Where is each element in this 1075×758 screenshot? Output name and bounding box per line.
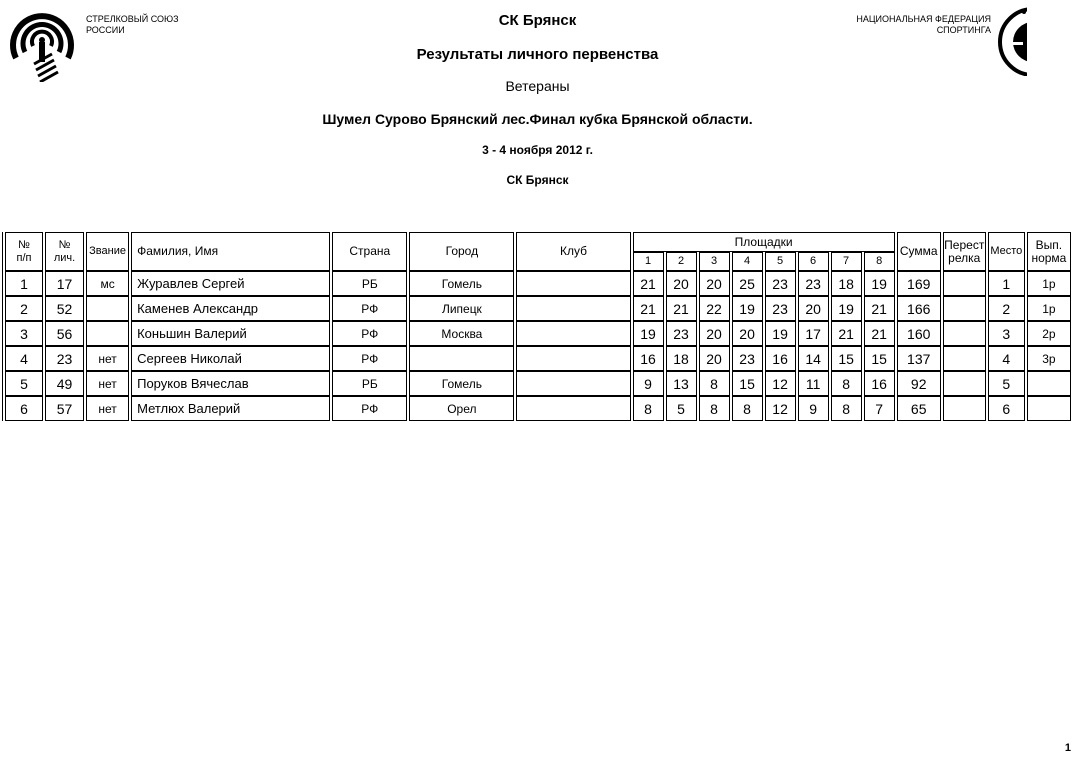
col-stand: 8 <box>864 252 895 271</box>
cell-country: РФ <box>332 396 407 421</box>
cell-shootoff <box>943 396 986 421</box>
cell-stand-score: 15 <box>831 346 862 371</box>
cell-stand-score: 21 <box>633 296 664 321</box>
cell-shootoff <box>943 371 986 396</box>
cell-sum: 169 <box>897 271 941 296</box>
cell-shootoff <box>943 321 986 346</box>
cell-place: 5 <box>988 371 1025 396</box>
cell-stand-score: 23 <box>765 271 796 296</box>
cell-sum: 137 <box>897 346 941 371</box>
cell-stand-score: 21 <box>666 296 697 321</box>
cell-country: РФ <box>332 296 407 321</box>
col-stand: 2 <box>666 252 697 271</box>
cell-name: Каменев Александр <box>131 296 330 321</box>
cell-stand-score: 8 <box>633 396 664 421</box>
venue: СК Брянск <box>506 173 569 187</box>
cell-stand-score: 16 <box>864 371 895 396</box>
cell-city: Гомель <box>409 371 514 396</box>
cell-stand-score: 20 <box>699 271 730 296</box>
cell-stand-score: 19 <box>831 296 862 321</box>
cell-place: 4 <box>988 346 1025 371</box>
cell-stand-score: 25 <box>732 271 763 296</box>
cell-rank: мс <box>86 271 129 296</box>
cell-stand-score: 16 <box>633 346 664 371</box>
cell-num: 1 <box>5 271 43 296</box>
cell-lic: 23 <box>45 346 84 371</box>
cell-stand-score: 21 <box>864 321 895 346</box>
cell-rank: нет <box>86 346 129 371</box>
category: Ветераны <box>505 78 570 94</box>
cell-rank <box>86 296 129 321</box>
cell-city: Гомель <box>409 271 514 296</box>
cell-norm <box>1027 396 1071 421</box>
cell-sum: 166 <box>897 296 941 321</box>
cell-stand-score: 9 <box>798 396 829 421</box>
cell-stand-score: 22 <box>699 296 730 321</box>
event-name: Шумел Сурово Брянский лес.Финал кубка Брянской области. <box>322 111 753 127</box>
cell-num: 4 <box>5 346 43 371</box>
cell-stand-score: 20 <box>732 321 763 346</box>
cell-stand-score: 8 <box>732 396 763 421</box>
cell-shootoff <box>943 296 986 321</box>
cell-name: Сергеев Николай <box>131 346 330 371</box>
col-place: Место <box>988 232 1025 271</box>
cell-name: Коньшин Валерий <box>131 321 330 346</box>
cell-stand-score: 23 <box>666 321 697 346</box>
cell-norm <box>1027 371 1071 396</box>
cell-stand-score: 18 <box>666 346 697 371</box>
col-country: Страна <box>332 232 407 271</box>
event-dates: 3 - 4 ноября 2012 г. <box>482 143 593 157</box>
cell-club <box>516 396 630 421</box>
org-right-line2: СПОРТИНГА <box>936 25 991 35</box>
cell-stand-score: 8 <box>699 371 730 396</box>
cell-stand-score: 11 <box>798 371 829 396</box>
page-title: СК Брянск <box>498 12 577 29</box>
col-club: Клуб <box>516 232 630 271</box>
cell-country: РБ <box>332 371 407 396</box>
cell-shootoff <box>943 271 986 296</box>
cell-stand-score: 20 <box>699 346 730 371</box>
cell-name: Метлюх Валерий <box>131 396 330 421</box>
cell-num: 6 <box>5 396 43 421</box>
cell-place: 2 <box>988 296 1025 321</box>
cell-place: 1 <box>988 271 1025 296</box>
col-sum: Сумма <box>897 232 941 271</box>
col-stand: 3 <box>699 252 730 271</box>
cell-country: РФ <box>332 321 407 346</box>
cell-norm: 2р <box>1027 321 1071 346</box>
cell-place: 3 <box>988 321 1025 346</box>
table-row <box>5 321 1071 346</box>
cell-lic: 52 <box>45 296 84 321</box>
col-stand: 6 <box>798 252 829 271</box>
col-stands-group: Площадки <box>633 232 895 252</box>
results-body <box>5 271 1071 421</box>
cell-stand-score: 9 <box>633 371 664 396</box>
cell-lic: 57 <box>45 396 84 421</box>
col-rank: Звание <box>86 232 129 271</box>
cell-name: Журавлев Сергей <box>131 271 330 296</box>
table-row <box>5 296 1071 321</box>
cell-norm: 3р <box>1027 346 1071 371</box>
cell-stand-score: 5 <box>666 396 697 421</box>
cell-stand-score: 20 <box>699 321 730 346</box>
cell-stand-score: 8 <box>831 371 862 396</box>
col-num: № п/п <box>5 232 43 271</box>
col-stand: 4 <box>732 252 763 271</box>
cell-stand-score: 21 <box>831 321 862 346</box>
cell-lic: 56 <box>45 321 84 346</box>
cell-club <box>516 296 630 321</box>
cell-norm: 1р <box>1027 271 1071 296</box>
col-shootoff: Перест релка <box>943 232 986 271</box>
cell-num: 5 <box>5 371 43 396</box>
cell-stand-score: 16 <box>765 346 796 371</box>
cell-stand-score: 23 <box>798 271 829 296</box>
org-right-line1: НАЦИОНАЛЬНАЯ ФЕДЕРАЦИЯ <box>856 14 991 24</box>
cell-stand-score: 23 <box>765 296 796 321</box>
cell-stand-score: 7 <box>864 396 895 421</box>
cell-num: 3 <box>5 321 43 346</box>
page-number: 1 <box>1064 742 1071 754</box>
cell-rank <box>86 321 129 346</box>
col-stand: 1 <box>633 252 664 271</box>
cell-num: 2 <box>5 296 43 321</box>
cell-country: РБ <box>332 271 407 296</box>
col-name: Фамилия, Имя <box>131 232 330 271</box>
cell-stand-score: 19 <box>864 271 895 296</box>
cell-stand-score: 12 <box>765 396 796 421</box>
cell-stand-score: 12 <box>765 371 796 396</box>
col-lic: № лич. <box>45 232 84 271</box>
cell-club <box>516 321 630 346</box>
cell-stand-score: 18 <box>831 271 862 296</box>
cell-norm: 1р <box>1027 296 1071 321</box>
cell-stand-score: 19 <box>732 296 763 321</box>
org-left-line2: РОССИИ <box>86 25 125 35</box>
col-norm: Вып. норма <box>1027 232 1071 271</box>
cell-stand-score: 19 <box>633 321 664 346</box>
cell-rank: нет <box>86 371 129 396</box>
cell-place: 6 <box>988 396 1025 421</box>
cell-sum: 160 <box>897 321 941 346</box>
table-row <box>5 396 1071 421</box>
cell-stand-score: 8 <box>699 396 730 421</box>
page-subtitle: Результаты личного первенства <box>416 46 659 63</box>
cell-stand-score: 8 <box>831 396 862 421</box>
cell-club <box>516 346 630 371</box>
cell-city: Москва <box>409 321 514 346</box>
cell-city <box>409 346 514 371</box>
table-row <box>5 271 1071 296</box>
cell-stand-score: 14 <box>798 346 829 371</box>
cell-lic: 17 <box>45 271 84 296</box>
org-left-line1: СТРЕЛКОВЫЙ СОЮЗ <box>86 14 179 24</box>
cell-stand-score: 19 <box>765 321 796 346</box>
cell-shootoff <box>943 346 986 371</box>
table-row <box>5 371 1071 396</box>
cell-stand-score: 17 <box>798 321 829 346</box>
cell-club <box>516 371 630 396</box>
results-table <box>2 232 1073 421</box>
col-city: Город <box>409 232 514 271</box>
cell-stand-score: 21 <box>864 296 895 321</box>
cell-stand-score: 23 <box>732 346 763 371</box>
cell-stand-score: 20 <box>666 271 697 296</box>
cell-stand-score: 21 <box>633 271 664 296</box>
cell-sum: 65 <box>897 396 941 421</box>
cell-country: РФ <box>332 346 407 371</box>
cell-city: Липецк <box>409 296 514 321</box>
cell-stand-score: 15 <box>864 346 895 371</box>
cell-city: Орел <box>409 396 514 421</box>
table-row <box>5 346 1071 371</box>
cell-stand-score: 20 <box>798 296 829 321</box>
col-stand: 5 <box>765 252 796 271</box>
cell-stand-score: 15 <box>732 371 763 396</box>
cell-sum: 92 <box>897 371 941 396</box>
cell-stand-score: 13 <box>666 371 697 396</box>
cell-lic: 49 <box>45 371 84 396</box>
cell-club <box>516 271 630 296</box>
col-stand: 7 <box>831 252 862 271</box>
cell-name: Поруков Вячеслав <box>131 371 330 396</box>
cell-rank: нет <box>86 396 129 421</box>
